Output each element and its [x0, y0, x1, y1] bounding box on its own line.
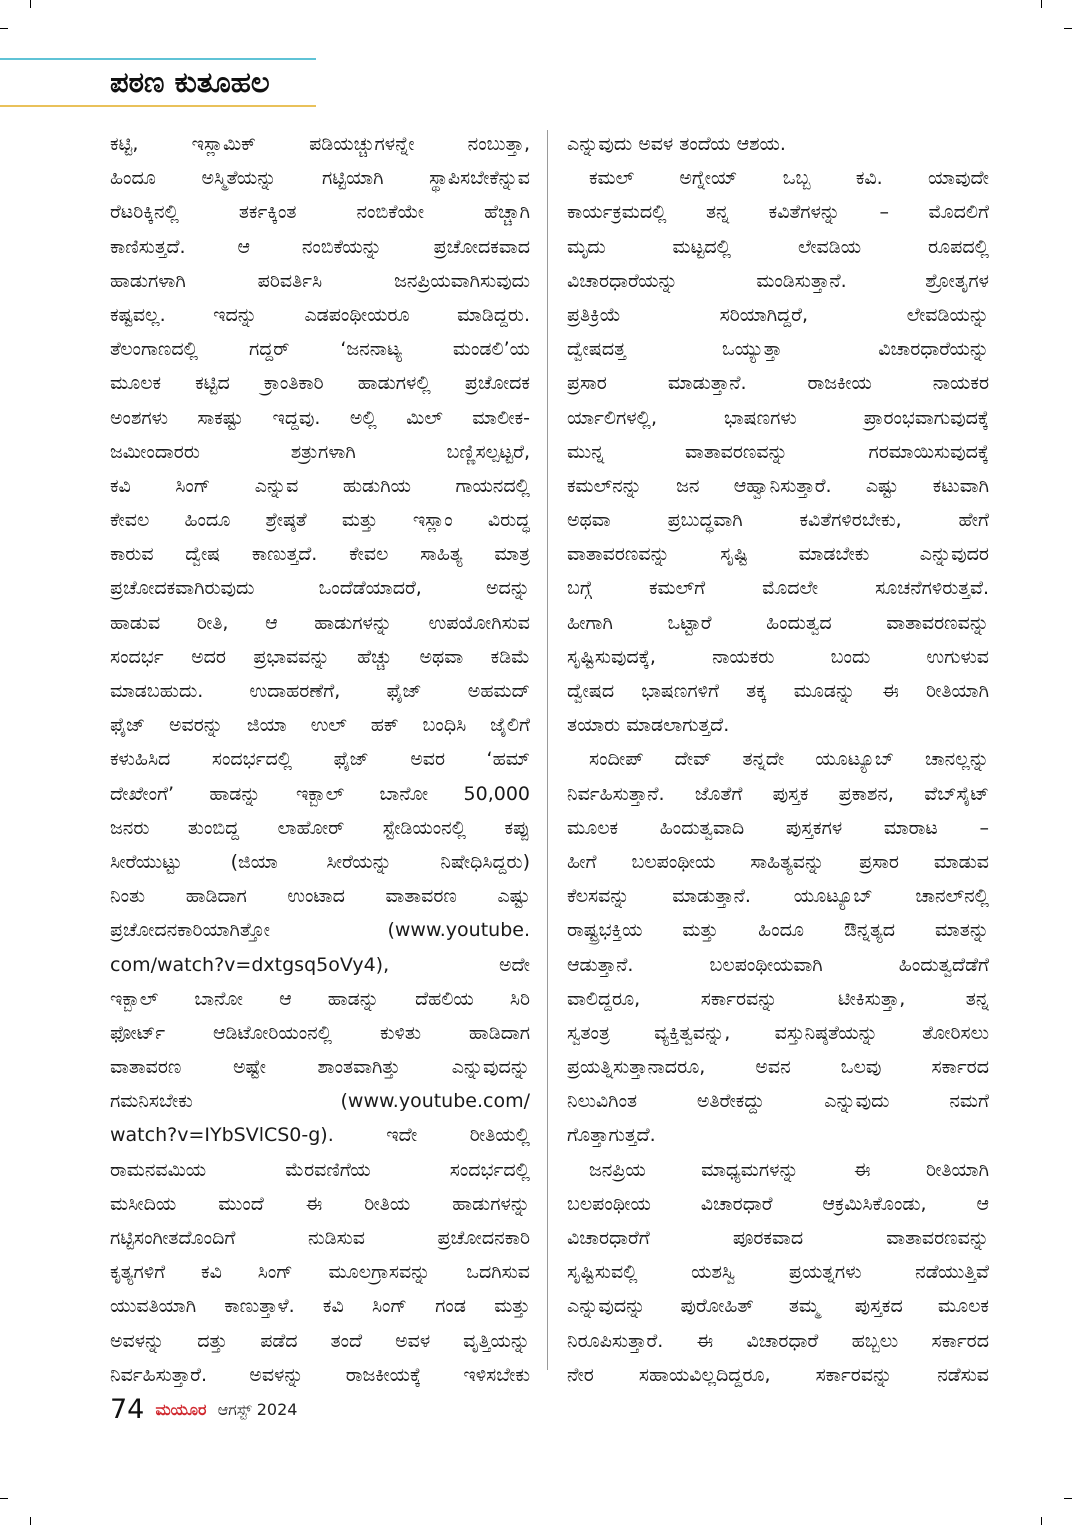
- column-divider: [547, 130, 548, 1370]
- text-line: ಸೀರೆಯುಟ್ಟು (ಜಿಯಾ ಸೀರೆಯನ್ನು ನಿಷೇಧಿಸಿದ್ದರು): [110, 850, 530, 873]
- text-line: ಕಾಣಿಸುತ್ತದೆ. ಆ ನಂಬಿಕೆಯನ್ನು ಪ್ರಚೋದಕವಾದ: [110, 235, 530, 258]
- text-line: ಕಾರ್ಯಕ್ರಮದಲ್ಲಿ ತನ್ನ ಕವಿತೆಗಳನ್ನು – ಮೊದಲಿಗೆ: [567, 201, 989, 224]
- text-line: ದ್ವೇಷದತ್ತ ಒಯ್ಯುತ್ತಾ ವಿಚಾರಧಾರೆಯನ್ನು: [567, 338, 989, 361]
- text-line: ಸೃಷ್ಟಿಸುವುದಕ್ಕೆ, ನಾಯಕರು ಬಂದು ಉಗುಳುವ: [567, 645, 989, 668]
- text-line: ರ್ಯಾಲಿಗಳಲ್ಲಿ, ಭಾಷಣಗಳು ಪ್ರಾರಂಭವಾಗುವುದಕ್ಕೆ: [567, 406, 989, 429]
- text-line: ಗಟ್ಟಿಸಂಗೀತದೊಂದಿಗೆ ನುಡಿಸುವ ಪ್ರಚೋದನಕಾರಿ: [110, 1227, 530, 1249]
- crop-mark: [1064, 1498, 1072, 1499]
- text-line: ಫೈಜ್ ಅವರನ್ನು ಜಿಯಾ ಉಲ್ ಹಕ್ ಬಂಧಿಸಿ ಜೈಲಿಗೆ: [110, 714, 530, 737]
- article-column-right: [567, 127, 989, 1392]
- text-line: ಮುನ್ನ ವಾತಾವರಣವನ್ನು ಗರಮಾಯಿಸುವುದಕ್ಕೆ: [567, 440, 989, 463]
- text-line: ಕೇವಲ ಹಿಂದೂ ಶ್ರೇಷ್ಠತೆ ಮತ್ತು ಇಸ್ಲಾಂ ವಿರುದ್ಧ: [110, 509, 530, 532]
- text-line: ಇಕ್ಬಾಲ್ ಬಾನೋ ಆ ಹಾಡನ್ನು ದೆಹಲಿಯ ಸಿರಿ: [110, 987, 530, 1010]
- text-line: ಜಮೀಂದಾರರು ಶತ್ರುಗಳಾಗಿ ಬಣ್ಣಿಸಲ್ಪಟ್ಟರೆ,: [110, 440, 530, 463]
- text-line: ಕವಿ ಸಿಂಗ್ ಎನ್ನುವ ಹುಡುಗಿಯ ಗಾಯನದಲ್ಲಿ: [110, 474, 530, 497]
- text-line: ವಾತಾವರಣ ಅಷ್ಟೇ ಶಾಂತವಾಗಿತ್ತು ಎನ್ನುವುದನ್ನು: [110, 1056, 530, 1079]
- text-line: ಎನ್ನುವುದನ್ನು ಪುರೋಹಿತ್ ತಮ್ಮ ಪುಸ್ತಕದ ಮೂಲಕ: [567, 1295, 989, 1318]
- text-line: watch?v=IYbSVlCS0-g). ಇದೇ ರೀತಿಯಲ್ಲಿ: [110, 1124, 530, 1147]
- text-line: ಅಂಶಗಳು ಸಾಕಷ್ಟು ಇದ್ದವು. ಅಲ್ಲಿ ಮಿಲ್ ಮಾಲೀಕ-: [110, 406, 530, 429]
- text-line: ಹಾಡುವ ರೀತಿ, ಆ ಹಾಡುಗಳನ್ನು ಉಪಯೋಗಿಸುವ: [110, 611, 530, 634]
- text-line: ಪ್ರತಿಕ್ರಿಯೆ ಸರಿಯಾಗಿದ್ದರೆ, ಲೇವಡಿಯನ್ನು: [567, 303, 989, 326]
- header-rule-bottom: [0, 105, 316, 107]
- text-line: ಸ್ವತಂತ್ರ ವ್ಯಕ್ತಿತ್ವವನ್ನು, ವಸ್ತುನಿಷ್ಠತೆಯನ್ನು ತೋರಿಸಲು: [567, 1021, 989, 1044]
- issue-date: ಆಗಸ್ಟ್ 2024: [217, 1400, 298, 1419]
- text-line: ಮಸೀದಿಯ ಮುಂದೆ ಈ ರೀತಿಯ ಹಾಡುಗಳನ್ನು: [110, 1192, 530, 1215]
- section-header: [0, 58, 316, 110]
- text-line: ವಾಲಿದ್ದರೂ, ಸರ್ಕಾರವನ್ನು ಟೀಕಿಸುತ್ತಾ, ತನ್ನ: [567, 987, 989, 1010]
- text-line: ಅವಳನ್ನು ದತ್ತು ಪಡೆದ ತಂದೆ ಅವಳ ವೃತ್ತಿಯನ್ನು: [110, 1329, 530, 1352]
- page-number: 74: [110, 1394, 145, 1425]
- text-line: ನಿಂತು ಹಾಡಿದಾಗ ಉಂಟಾದ ವಾತಾವರಣ ಎಷ್ಟು: [110, 885, 530, 908]
- text-line: com/watch?v=dxtgsq5oVy4), ಅದೇ: [110, 953, 530, 976]
- text-line: ನಿರ್ವಹಿಸುತ್ತಾರೆ. ಅವಳನ್ನು ರಾಜಕೀಯಕ್ಕೆ ಇಳಿಸಬೇಕು: [110, 1363, 530, 1386]
- text-line: ಸಂದೀಪ್ ದೇವ್ ತನ್ನದೇ ಯೂಟ್ಯೂಬ್ ಚಾನಲ್ಲನ್ನು: [589, 748, 989, 771]
- text-line: ರಾಮನವಮಿಯ ಮೆರವಣಿಗೆಯ ಸಂದರ್ಭದಲ್ಲಿ: [110, 1158, 530, 1181]
- text-line: ರೆಟರಿಕ್ಕಿನಲ್ಲಿ ತರ್ಕಕ್ಕಿಂತ ನಂಬಿಕೆಯೇ ಹೆಚ್ಚಾಗಿ: [110, 201, 530, 224]
- text-line: ಮೂಲಕ ಕಟ್ಟಿದ ಕ್ರಾಂತಿಕಾರಿ ಹಾಡುಗಳಲ್ಲಿ ಪ್ರಚೋದಕ: [110, 372, 530, 395]
- text-line: ಬಗ್ಗೆ ಕಮಲ್‌ಗೆ ಮೊದಲೇ ಸೂಚನೆಗಳಿರುತ್ತವೆ.: [567, 577, 989, 600]
- text-line: ವಾತಾವರಣವನ್ನು ಸೃಷ್ಟಿ ಮಾಡಬೇಕು ಎನ್ನುವುದರ: [567, 543, 989, 566]
- text-line: ಬಲಪಂಥೀಯ ವಿಚಾರಧಾರೆ ಆಕ್ರಮಿಸಿಕೊಂಡು, ಆ: [567, 1192, 989, 1215]
- crop-mark: [0, 1498, 8, 1499]
- text-line: ಕಾರುವ ದ್ವೇಷ ಕಾಣುತ್ತದೆ. ಕೇವಲ ಸಾಹಿತ್ಯ ಮಾತ್ರ: [110, 543, 530, 566]
- text-line: ಹಿಂದೂ ಅಸ್ಮಿತೆಯನ್ನು ಗಟ್ಟಿಯಾಗಿ ಸ್ಥಾಪಿಸಬೇಕೆನ್ನುವ: [110, 167, 530, 190]
- text-line: ಹೀಗಾಗಿ ಒಟ್ಟಾರೆ ಹಿಂದುತ್ವದ ವಾತಾವರಣವನ್ನು: [567, 611, 989, 634]
- text-line: ನಿಲುವಿಗಿಂತ ಅತಿರೇಕದ್ದು ಎನ್ನುವುದು ನಮಗೆ: [567, 1090, 989, 1113]
- text-line: ಯುವತಿಯಾಗಿ ಕಾಣುತ್ತಾಳೆ. ಕವಿ ಸಿಂಗ್ ಗಂಡ ಮತ್ತು: [110, 1295, 530, 1318]
- text-line: ದ್ವೇಷದ ಭಾಷಣಗಳಿಗೆ ತಕ್ಕ ಮೂಡನ್ನು ಈ ರೀತಿಯಾಗಿ: [567, 680, 989, 702]
- text-line: ತೆಲಂಗಾಣದಲ್ಲಿ ಗದ್ದರ್ ‘ಜನನಾಟ್ಯ ಮಂಡಲಿ’ಯ: [110, 338, 530, 361]
- text-line: ನೇರ ಸಹಾಯವಿಲ್ಲದಿದ್ದರೂ, ಸರ್ಕಾರವನ್ನು ನಡೆಸುವ: [567, 1363, 989, 1386]
- text-line: ನಿರೂಪಿಸುತ್ತಾರೆ. ಈ ವಿಚಾರಧಾರೆ ಹಬ್ಬಲು ಸರ್ಕಾರದ: [567, 1329, 989, 1352]
- header-rule-top: [0, 58, 316, 60]
- text-line: ಕೆಲಸವನ್ನು ಮಾಡುತ್ತಾನೆ. ಯೂಟ್ಯೂಬ್ ಚಾನಲ್‌ನಲ್ಲಿ: [567, 885, 989, 908]
- text-line: ಕಳುಹಿಸಿದ ಸಂದರ್ಭದಲ್ಲಿ ಫೈಜ್ ಅವರ ‘ಹಮ್: [110, 748, 530, 771]
- text-line: ಕಷ್ಟವಲ್ಲ. ಇದನ್ನು ಎಡಪಂಥೀಯರೂ ಮಾಡಿದ್ದರು.: [110, 303, 530, 326]
- text-line: ಪ್ರಚೋದನಕಾರಿಯಾಗಿತ್ತೋ (www.youtube.: [110, 919, 530, 942]
- text-line: ಕಟ್ಟಿ, ಇಸ್ಲಾಮಿಕ್ ಪಡಿಯಚ್ಚುಗಳನ್ನೇ ನಂಬುತ್ತಾ,: [110, 133, 530, 155]
- text-line: ಪ್ರಯತ್ನಿಸುತ್ತಾನಾದರೂ, ಅವನ ಒಲವು ಸರ್ಕಾರದ: [567, 1056, 989, 1079]
- text-line: ಮೂಲಕ ಹಿಂದುತ್ವವಾದಿ ಪುಸ್ತಕಗಳ ಮಾರಾಟ –: [567, 816, 989, 839]
- text-line: ಕಮಲ್ ಅಗ್ನೇಯ್ ಒಬ್ಬ ಕವಿ. ಯಾವುದೇ: [589, 167, 989, 190]
- text-line: ವಿಚಾರಧಾರೆಯನ್ನು ಮಂಡಿಸುತ್ತಾನೆ. ಶ್ರೋತೃಗಳ: [567, 269, 989, 292]
- text-line: ಸಂದರ್ಭ ಅದರ ಪ್ರಭಾವವನ್ನು ಹೆಚ್ಚು ಅಥವಾ ಕಡಿಮೆ: [110, 645, 530, 668]
- text-line: ಕಮಲ್‌ನನ್ನು ಜನ ಆಹ್ವಾನಿಸುತ್ತಾರೆ. ಎಷ್ಟು ಕಟುವಾಗಿ: [567, 474, 989, 497]
- text-line: ತಯಾರು ಮಾಡಲಾಗುತ್ತದೆ.: [567, 714, 730, 737]
- text-line: ನಿರ್ವಹಿಸುತ್ತಾನೆ. ಜೊತೆಗೆ ಪುಸ್ತಕ ಪ್ರಕಾಶನ, ವೆಬ್‌ಸೈಟ್: [567, 782, 989, 805]
- text-line: ಎನ್ನುವುದು ಅವಳ ತಂದೆಯ ಆಶಯ.: [567, 133, 786, 155]
- text-line: ಆಡುತ್ತಾನೆ. ಬಲಪಂಥೀಯವಾಗಿ ಹಿಂದುತ್ವದೆಡೆಗೆ: [567, 953, 989, 976]
- crop-mark: [1064, 28, 1072, 29]
- section-title: ಪಠಣ ಕುತೂಹಲ: [110, 65, 270, 99]
- page-footer: [110, 1392, 297, 1428]
- text-line: ಮಾಡಬಹುದು. ಉದಾಹರಣೆಗೆ, ಫೈಜ್ ಅಹಮದ್: [110, 680, 530, 702]
- text-line: ಹೀಗೆ ಬಲಪಂಥೀಯ ಸಾಹಿತ್ಯವನ್ನು ಪ್ರಸಾರ ಮಾಡುವ: [567, 850, 989, 873]
- magazine-logo: ಮಯೂರ: [155, 1400, 207, 1419]
- crop-mark: [30, 1517, 31, 1525]
- text-line: ಗೊತ್ತಾಗುತ್ತದೆ.: [567, 1124, 656, 1147]
- crop-mark: [0, 28, 8, 29]
- text-line: ಫೋರ್ಟ್ ಆಡಿಟೋರಿಯಂನಲ್ಲಿ ಕುಳಿತು ಹಾಡಿದಾಗ: [110, 1021, 530, 1044]
- text-line: ಕೃತ್ಯಗಳಿಗೆ ಕವಿ ಸಿಂಗ್ ಮೂಲಗ್ರಾಸವನ್ನು ಒದಗಿಸುವ: [110, 1261, 530, 1284]
- text-line: ರಾಷ್ಟ್ರಭಕ್ತಿಯ ಮತ್ತು ಹಿಂದೂ ಔನ್ನತ್ಯದ ಮಾತನ್ನು: [567, 919, 989, 942]
- text-line: ಪ್ರಚೋದಕವಾಗಿರುವುದು ಒಂದೆಡೆಯಾದರೆ, ಅದನ್ನು: [110, 577, 530, 600]
- text-line: ಗಮನಿಸಬೇಕು (www.youtube.com/: [110, 1090, 530, 1113]
- text-line: ಸೃಷ್ಟಿಸುವಲ್ಲಿ ಯಶಸ್ವಿ ಪ್ರಯತ್ನಗಳು ನಡೆಯುತ್ತಿವೆ: [567, 1261, 989, 1284]
- text-line: ಮೃದು ಮಟ್ಟದಲ್ಲಿ ಲೇವಡಿಯ ರೂಪದಲ್ಲಿ: [567, 235, 989, 258]
- text-line: ಅಥವಾ ಪ್ರಬುದ್ಧವಾಗಿ ಕವಿತೆಗಳಿರಬೇಕು, ಹೇಗೆ: [567, 509, 989, 532]
- text-line: ಹಾಡುಗಳಾಗಿ ಪರಿವರ್ತಿಸಿ ಜನಪ್ರಿಯವಾಗಿಸುವುದು: [110, 269, 530, 292]
- crop-mark: [1041, 0, 1042, 8]
- text-line: ದೇಖೇಂಗೆ’ ಹಾಡನ್ನು ಇಕ್ಬಾಲ್ ಬಾನೋ 50,000: [110, 782, 530, 805]
- text-line: ವಿಚಾರಧಾರೆಗೆ ಪೂರಕವಾದ ವಾತಾವರಣವನ್ನು: [567, 1227, 989, 1249]
- crop-mark: [30, 0, 31, 8]
- article-column-left: [110, 127, 530, 1392]
- text-line: ಪ್ರಸಾರ ಮಾಡುತ್ತಾನೆ. ರಾಜಕೀಯ ನಾಯಕರ: [567, 372, 989, 395]
- text-line: ಜನಪ್ರಿಯ ಮಾಧ್ಯಮಗಳನ್ನು ಈ ರೀತಿಯಾಗಿ: [589, 1158, 989, 1181]
- text-line: ಜನರು ತುಂಬಿದ್ದ ಲಾಹೋರ್ ಸ್ಟೇಡಿಯಂನಲ್ಲಿ ಕಪ್ಪು: [110, 816, 530, 839]
- crop-mark: [1041, 1517, 1042, 1525]
